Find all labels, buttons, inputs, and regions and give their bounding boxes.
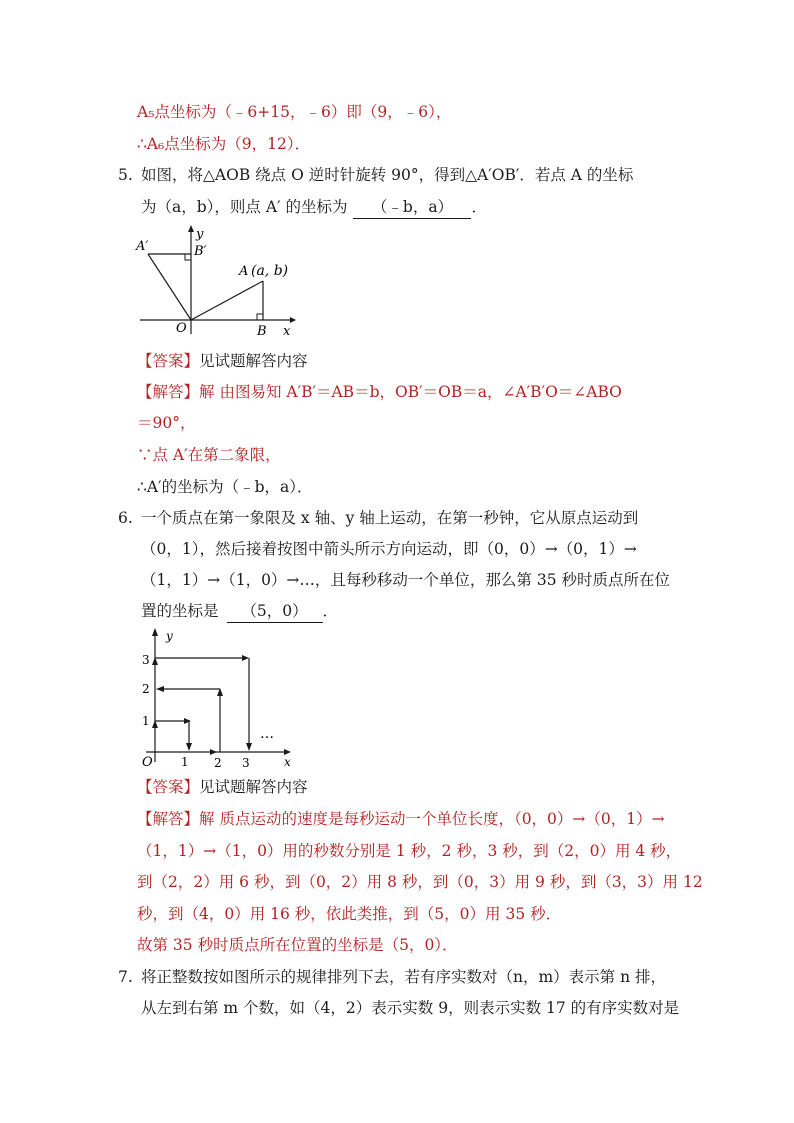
q6-arrow-right-icon (184, 718, 191, 724)
q6-line-1: 一个质点在第一象限及 x 轴、y 轴上运动，在第一秒钟，它从原点运动到 (141, 509, 639, 527)
q5-solution-2: ＝90°， (137, 414, 196, 432)
q6-label-y: y (166, 629, 173, 643)
q5-segment-OA-prime (148, 254, 191, 320)
q6-ellipsis: … (260, 726, 274, 742)
q5-answer (137, 350, 308, 372)
q6-x-tick-2: 2 (214, 756, 222, 770)
q5-solution-tag: 【解答】 (137, 383, 200, 401)
q5-label-A-coord: (a, b) (251, 263, 289, 279)
q6-solution-5: 故第 35 秒时质点所在位置的坐标是（5，0）． (137, 936, 458, 954)
q6-label-O: O (142, 755, 153, 770)
q5-answer-tag: 【答案】 (137, 352, 200, 370)
q6-answer-tag: 【答案】 (137, 778, 200, 796)
q6-arrow-right-icon (242, 655, 249, 661)
q6-x-tick-1: 1 (181, 755, 189, 769)
q6-number: 6. (118, 509, 133, 527)
q6-solution-4: 秒，到（4，0）用 16 秒，依此类推，到（5，0）用 35 秒． (137, 905, 562, 923)
prev-line-1: A₅点坐标为（﹣6+15，﹣6）即（9，﹣6）， (137, 103, 452, 121)
q6-y-tick-3: 3 (142, 653, 150, 667)
q5-right-angle-B-prime (185, 254, 191, 260)
q6-arrow-down-icon (246, 743, 252, 751)
q7-number: 7. (118, 968, 133, 986)
q5-label-y: y (196, 227, 204, 242)
q5-label-B-prime: B′ (194, 244, 207, 259)
q6-solution-2: （1，1）→（1，0）用的秒数分别是 1 秒，2 秒，3 秒，到（2，0）用 4 秒， (137, 842, 682, 860)
q6-arrow-right-icon (210, 749, 217, 755)
q6-line-2: （0，1），然后接着按图中箭头所示方向运动，即（0，0）→（0，1）→ (141, 540, 637, 558)
q6-arrow-left-icon (156, 686, 164, 692)
q6-line-4 (141, 600, 338, 623)
q5-label-A-prime: A′ (136, 239, 149, 254)
q5-blank-answer: （﹣b，a） (371, 198, 454, 216)
q5-line-2 (141, 196, 487, 219)
q7-line-1: 将正整数按如图所示的规律排列下去，若有序实数对（n，m）表示第 n 排， (141, 968, 667, 986)
q6-solution-line-1: 解 质点运动的速度是每秒运动一个单位长度，（0，0）→（0，1）→ (199, 810, 665, 828)
q5-line-2-end: ． (471, 198, 487, 216)
q5-answer-text: 见试题解答内容 (199, 352, 308, 370)
q6-answer-blank (227, 600, 323, 623)
q6-solution-tag: 【解答】 (137, 810, 200, 828)
q5-label-A: A (239, 264, 249, 279)
q5-label-B: B (257, 324, 267, 339)
q5-answer-blank (353, 196, 471, 219)
q6-line-4-end: ． (322, 602, 339, 620)
q7-line-2: 从左到右第 m 个数，如（4，2）表示实数 9，则表示实数 17 的有序实数对是 (141, 999, 680, 1017)
q5-solution-3: ∵点 A′在第二象限， (137, 446, 281, 464)
q6-y-tick-1: 1 (142, 714, 150, 728)
q6-x-tick-3: 3 (242, 756, 250, 770)
q6-line-4-text: 置的坐标是 (141, 602, 219, 620)
q6-arrow-down-icon (186, 743, 192, 751)
q5-label-x: x (283, 324, 291, 339)
q5-line-1: 如图，将△AOB 绕点 O 逆时针旋转 90°，得到△A′OB′．若点 A 的坐标 (141, 166, 634, 184)
q6-solution-1 (137, 808, 665, 830)
q6-blank-answer: （5，0） (241, 602, 308, 620)
q5-solution-1 (137, 381, 622, 403)
q5-line-2-text: 为（a，b），则点 A′ 的坐标为 (141, 198, 348, 216)
q5-number: 5. (118, 166, 133, 184)
q5-solution-4: ∴A′的坐标为（﹣b，a）． (137, 478, 313, 496)
q6-label-x: x (284, 755, 291, 769)
q5-figure (130, 222, 305, 340)
q5-x-arrow-icon (290, 317, 296, 323)
q5-label-O: O (176, 321, 187, 336)
q6-solution-3: 到（2，2）用 6 秒，到（0，2）用 8 秒，到（0，3）用 9 秒，到（3，3）用 12 (137, 873, 703, 891)
q6-y-arrow-icon (152, 628, 158, 636)
q6-answer (137, 776, 308, 798)
q5-y-arrow-icon (188, 225, 194, 232)
prev-line-2: ∴A₆点坐标为（9，12）． (137, 135, 311, 153)
q5-right-angle-B (257, 314, 263, 320)
q6-y-tick-2: 2 (142, 682, 150, 696)
q6-figure (136, 624, 301, 770)
q6-line-3: （1，1）→（1，0）→…，且每秒移动一个单位，那么第 35 秒时质点所在位 (141, 571, 671, 589)
q6-answer-text: 见试题解答内容 (199, 778, 308, 796)
q5-solution-line-1: 解 由图易知 A′B′＝AB＝b，OB′＝OB＝a，∠A′B′O＝∠ABO (199, 383, 622, 401)
q5-segment-OA (191, 281, 263, 320)
